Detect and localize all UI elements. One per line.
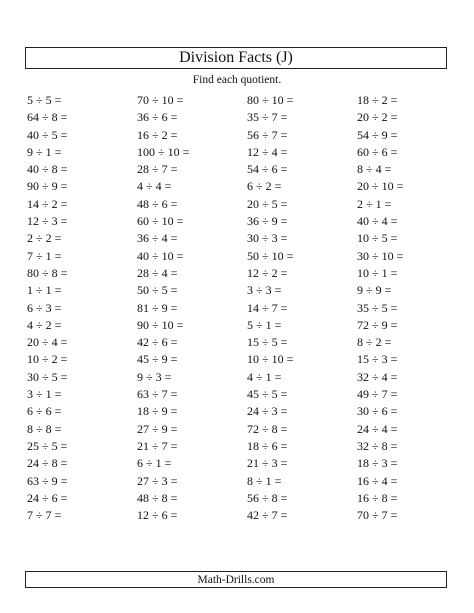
division-problem: 2 ÷ 1 = (357, 196, 392, 211)
division-problem: 24 ÷ 8 = (27, 456, 68, 471)
division-problem: 49 ÷ 7 = (357, 387, 398, 402)
division-problem: 36 ÷ 4 = (137, 231, 178, 246)
division-problem: 12 ÷ 4 = (247, 144, 288, 159)
division-problem: 80 ÷ 8 = (27, 265, 68, 280)
division-problem: 56 ÷ 7 = (247, 127, 288, 142)
division-problem: 6 ÷ 2 = (247, 179, 282, 194)
division-problem: 36 ÷ 9 = (247, 214, 288, 229)
problem-column (27, 92, 137, 524)
division-problem: 15 ÷ 3 = (357, 352, 398, 367)
division-problem: 8 ÷ 2 = (357, 335, 392, 350)
problem-column (357, 92, 447, 524)
division-problem: 30 ÷ 5 = (27, 369, 68, 384)
division-problem: 16 ÷ 8 = (357, 490, 398, 505)
division-problem: 20 ÷ 2 = (357, 110, 398, 125)
division-problem: 20 ÷ 4 = (27, 335, 68, 350)
division-problem: 8 ÷ 4 = (357, 162, 392, 177)
division-problem: 24 ÷ 3 = (247, 404, 288, 419)
division-problem: 10 ÷ 2 = (27, 352, 68, 367)
division-problem: 9 ÷ 9 = (357, 283, 392, 298)
division-problem: 15 ÷ 5 = (247, 335, 288, 350)
division-problem: 24 ÷ 4 = (357, 421, 398, 436)
division-problem: 50 ÷ 10 = (247, 248, 294, 263)
footer-text: Math-Drills.com (197, 573, 275, 586)
division-problem: 40 ÷ 5 = (27, 127, 68, 142)
division-problem: 28 ÷ 4 = (137, 265, 178, 280)
division-problem: 35 ÷ 7 = (247, 110, 288, 125)
division-problem: 9 ÷ 1 = (27, 144, 62, 159)
division-problem: 10 ÷ 10 = (247, 352, 294, 367)
division-problem: 10 ÷ 5 = (357, 231, 398, 246)
division-problem: 4 ÷ 2 = (27, 317, 62, 332)
division-problem: 20 ÷ 10 = (357, 179, 404, 194)
division-problem: 30 ÷ 6 = (357, 404, 398, 419)
division-problem: 35 ÷ 5 = (357, 300, 398, 315)
division-problem: 90 ÷ 9 = (27, 179, 68, 194)
division-problem: 18 ÷ 2 = (357, 93, 398, 107)
division-problem: 63 ÷ 9 = (27, 473, 68, 488)
division-problem: 40 ÷ 10 = (137, 248, 184, 263)
division-problem: 54 ÷ 6 = (247, 162, 288, 177)
division-problem: 6 ÷ 6 = (27, 404, 62, 419)
division-problem: 12 ÷ 6 = (137, 508, 178, 523)
division-problem: 63 ÷ 7 = (137, 387, 178, 402)
division-problem: 60 ÷ 6 = (357, 144, 398, 159)
division-problem: 2 ÷ 2 = (27, 231, 62, 246)
division-problem: 72 ÷ 8 = (247, 421, 288, 436)
division-problem: 20 ÷ 5 = (247, 196, 288, 211)
division-problem: 8 ÷ 8 = (27, 421, 62, 436)
division-problem: 21 ÷ 7 = (137, 438, 178, 453)
division-problem: 42 ÷ 6 = (137, 335, 178, 350)
division-problem: 12 ÷ 3 = (27, 214, 68, 229)
division-problem: 6 ÷ 3 = (27, 300, 62, 315)
division-problem: 90 ÷ 10 = (137, 317, 184, 332)
division-problem: 72 ÷ 9 = (357, 317, 398, 332)
division-problem: 16 ÷ 2 = (137, 127, 178, 142)
division-problem: 18 ÷ 6 = (247, 438, 288, 453)
division-problem: 40 ÷ 4 = (357, 214, 398, 229)
division-problem: 16 ÷ 4 = (357, 473, 398, 488)
division-problem: 8 ÷ 1 = (247, 473, 282, 488)
division-problem: 40 ÷ 8 = (27, 162, 68, 177)
division-problem: 5 ÷ 1 = (247, 317, 282, 332)
division-problem: 64 ÷ 8 = (27, 110, 68, 125)
division-problem: 100 ÷ 10 = (137, 144, 190, 159)
division-problem: 42 ÷ 7 = (247, 508, 288, 523)
footer (25, 571, 447, 588)
division-problem: 14 ÷ 2 = (27, 196, 68, 211)
division-problem: 56 ÷ 8 = (247, 490, 288, 505)
division-problem: 70 ÷ 10 = (137, 93, 184, 107)
division-problem: 12 ÷ 2 = (247, 265, 288, 280)
division-problem: 7 ÷ 1 = (27, 248, 62, 263)
division-problem: 21 ÷ 3 = (247, 456, 288, 471)
title-text: Division Facts (J) (179, 49, 293, 66)
division-problem: 45 ÷ 5 = (247, 387, 288, 402)
division-problem: 24 ÷ 6 = (27, 490, 68, 505)
division-problem: 30 ÷ 3 = (247, 231, 288, 246)
division-problem: 14 ÷ 7 = (247, 300, 288, 315)
division-problem: 45 ÷ 9 = (137, 352, 178, 367)
division-problem: 4 ÷ 1 = (247, 369, 282, 384)
division-problem: 7 ÷ 7 = (27, 508, 62, 523)
division-problem: 3 ÷ 1 = (27, 387, 62, 402)
division-problem: 18 ÷ 9 = (137, 404, 178, 419)
division-problem: 60 ÷ 10 = (137, 214, 184, 229)
worksheet-title (25, 47, 447, 69)
division-problem: 48 ÷ 8 = (137, 490, 178, 505)
division-problem: 27 ÷ 9 = (137, 421, 178, 436)
division-problem: 18 ÷ 3 = (357, 456, 398, 471)
problem-grid (27, 92, 447, 524)
instructions-text: Find each quotient. (192, 74, 282, 86)
division-problem: 48 ÷ 6 = (137, 196, 178, 211)
division-problem: 81 ÷ 9 = (137, 300, 178, 315)
division-problem: 54 ÷ 9 = (357, 127, 398, 142)
division-problem: 5 ÷ 5 = (27, 93, 62, 107)
division-problem: 80 ÷ 10 = (247, 93, 294, 107)
division-problem: 4 ÷ 4 = (137, 179, 172, 194)
division-problem: 27 ÷ 3 = (137, 473, 178, 488)
division-problem: 70 ÷ 7 = (357, 508, 398, 523)
division-problem: 9 ÷ 3 = (137, 369, 172, 384)
division-problem: 28 ÷ 7 = (137, 162, 178, 177)
division-problem: 36 ÷ 6 = (137, 110, 178, 125)
division-problem: 1 ÷ 1 = (27, 283, 62, 298)
problem-column (247, 92, 357, 524)
division-problem: 32 ÷ 8 = (357, 438, 398, 453)
division-problem: 50 ÷ 5 = (137, 283, 178, 298)
division-problem: 32 ÷ 4 = (357, 369, 398, 384)
division-problem: 30 ÷ 10 = (357, 248, 404, 263)
division-problem: 3 ÷ 3 = (247, 283, 282, 298)
division-problem: 25 ÷ 5 = (27, 438, 68, 453)
problem-column (137, 92, 247, 524)
division-problem: 10 ÷ 1 = (357, 265, 398, 280)
division-problem: 6 ÷ 1 = (137, 456, 172, 471)
